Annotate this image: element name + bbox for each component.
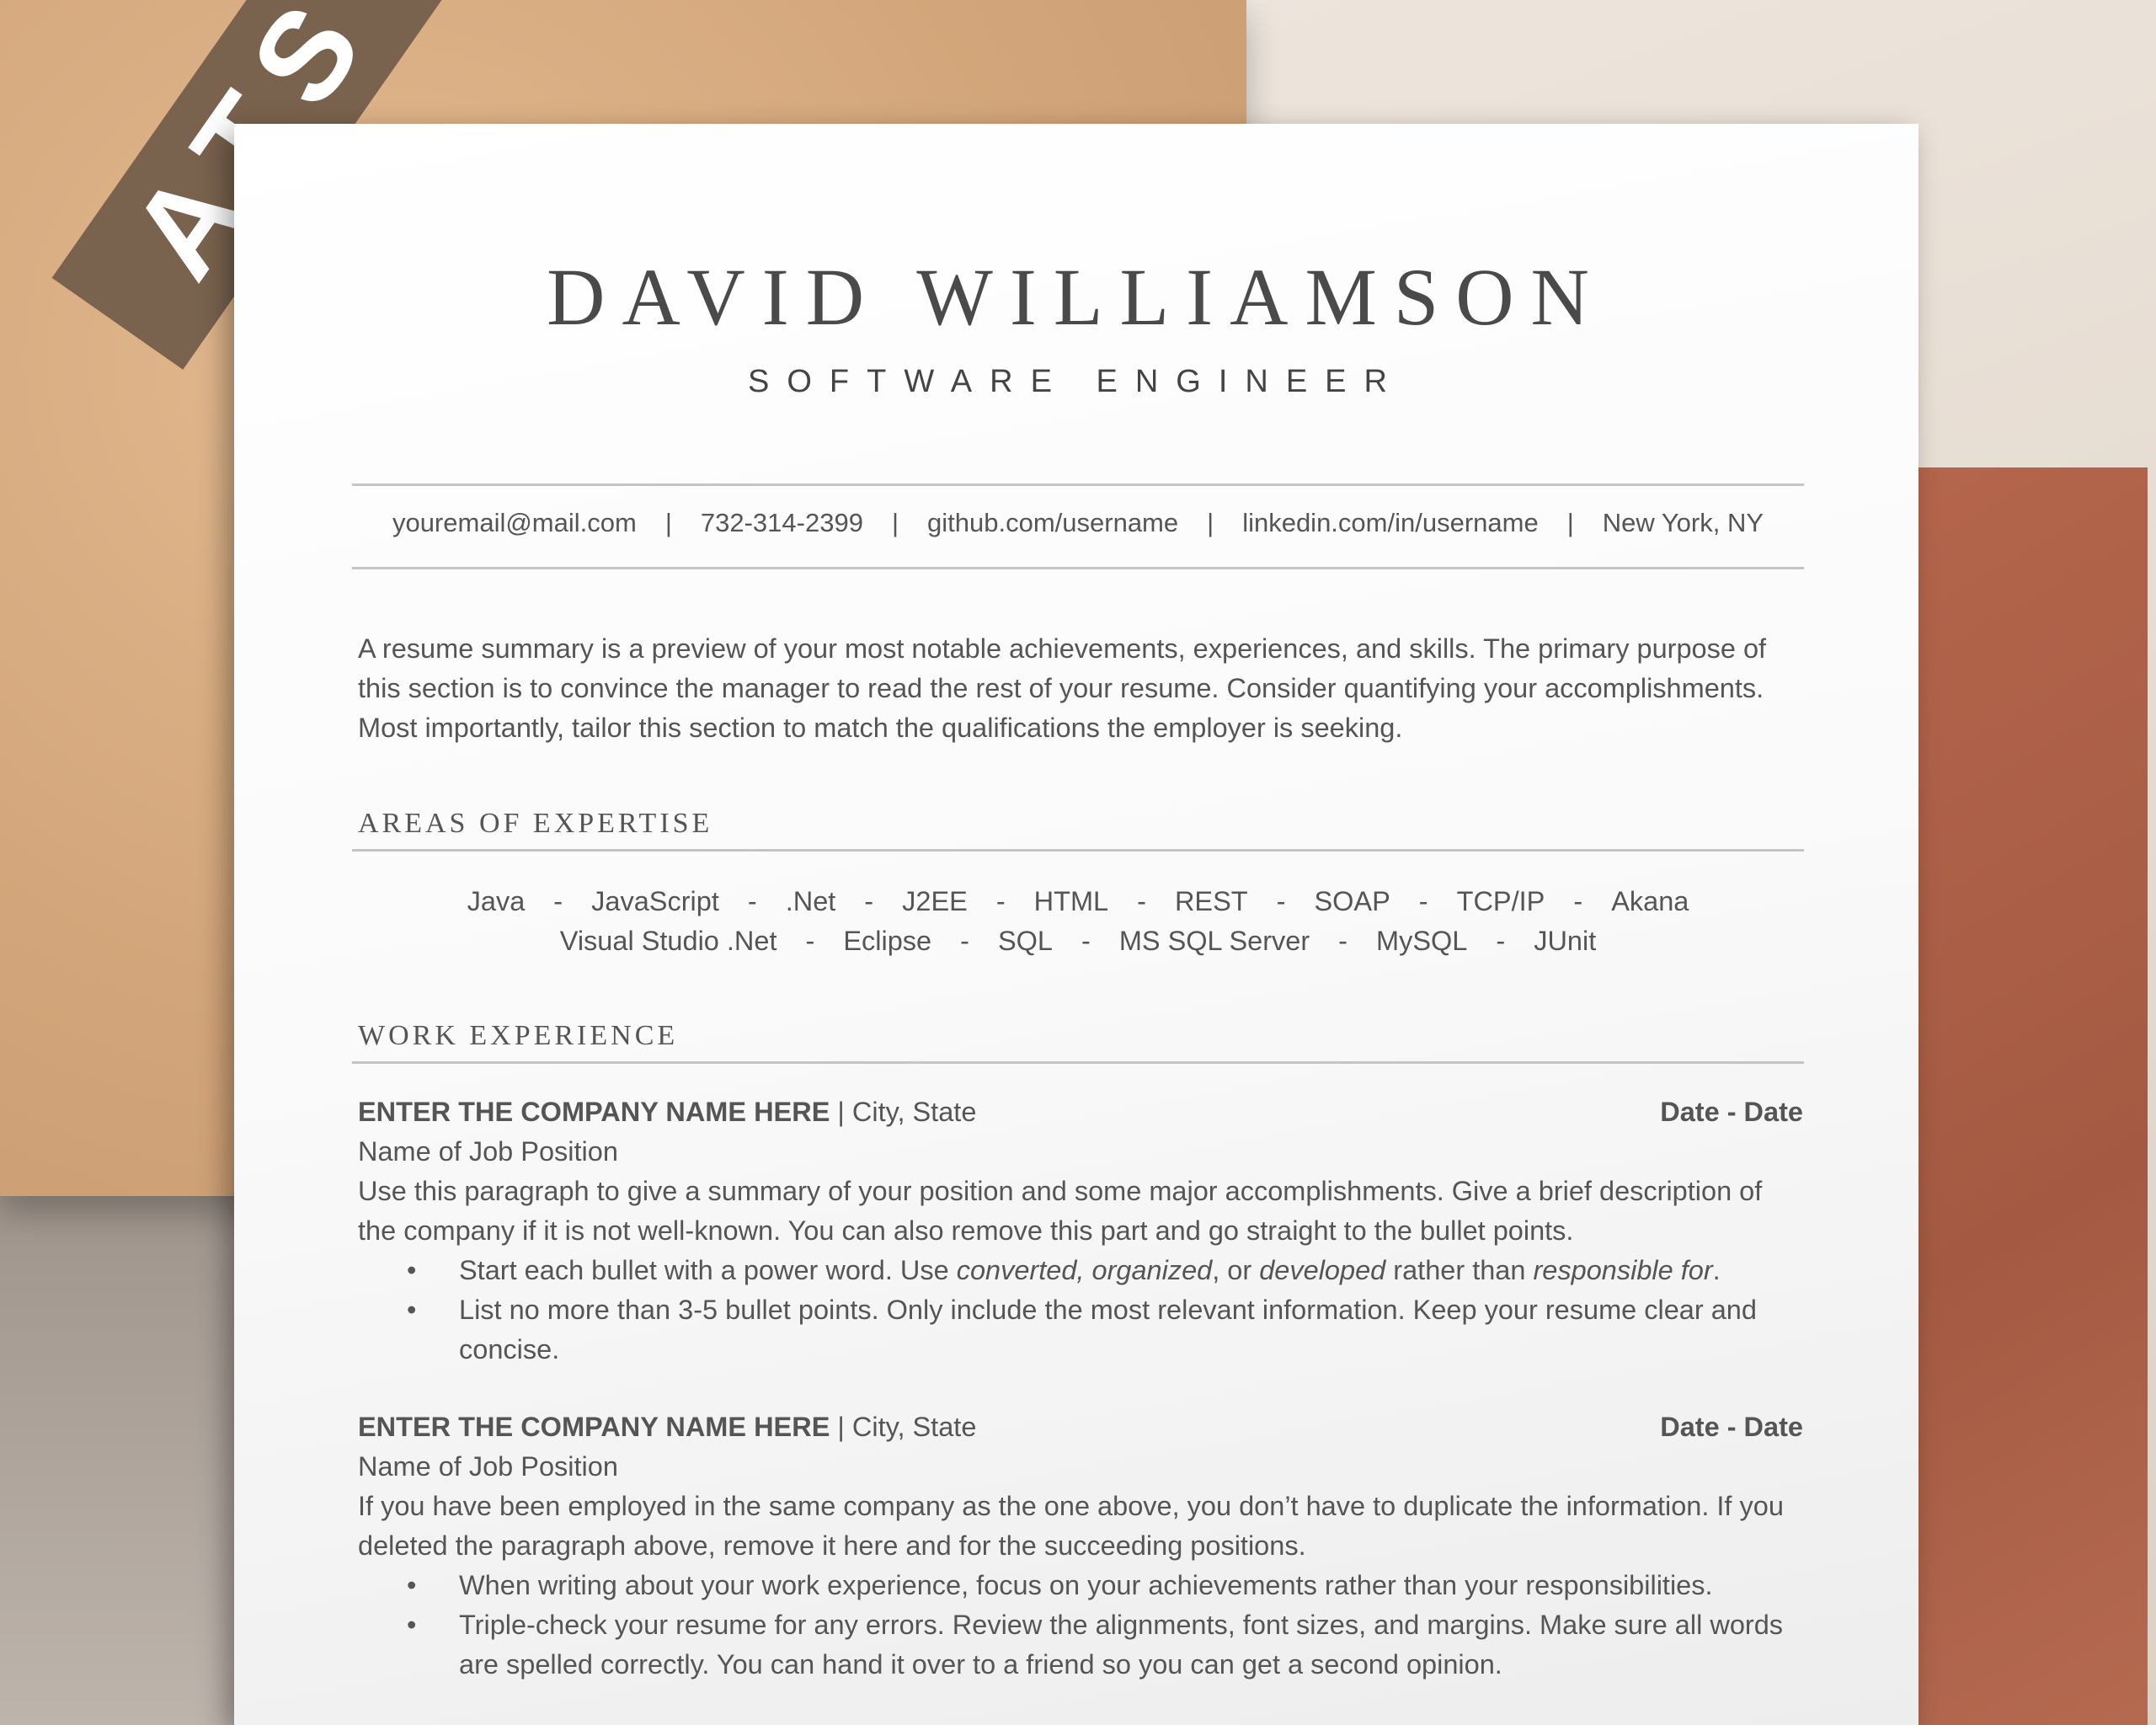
job-position: Name of Job Position bbox=[358, 1451, 618, 1482]
bullet-text: responsible for bbox=[1533, 1255, 1713, 1285]
company-name: ENTER THE COMPANY NAME HERE bbox=[358, 1097, 830, 1127]
separator: - bbox=[864, 886, 874, 916]
job-dates: Date - Date bbox=[1660, 1412, 1803, 1442]
job-header bbox=[358, 1407, 1803, 1447]
skill-item: JUnit bbox=[1534, 926, 1597, 956]
bullet-icon: • bbox=[407, 1570, 417, 1600]
bullet-list bbox=[358, 1566, 1803, 1685]
bullet-text: Start each bullet with a power word. Use bbox=[459, 1255, 957, 1285]
skill-item: SOAP bbox=[1314, 886, 1390, 916]
job-company-line bbox=[358, 1407, 976, 1447]
skill-item: MS SQL Server bbox=[1118, 926, 1310, 956]
job-description: If you have been employed in the same company as the one above, you don’t have to duplicate the information. If you deleted the paragraph above, remove it here and for the succeeding positions. bbox=[358, 1491, 1784, 1561]
skills-row bbox=[352, 882, 1804, 921]
bullet-list bbox=[358, 1251, 1803, 1370]
separator: - bbox=[805, 926, 815, 956]
job-header bbox=[358, 1092, 1803, 1132]
skills-row bbox=[352, 921, 1804, 961]
bullet-item bbox=[358, 1605, 1803, 1685]
bullet-icon: • bbox=[407, 1295, 417, 1325]
contact-bar bbox=[352, 508, 1804, 538]
job-dates: Date - Date bbox=[1660, 1097, 1803, 1127]
job-entry bbox=[358, 1407, 1803, 1685]
separator: - bbox=[1276, 886, 1286, 916]
job-description: Use this paragraph to give a summary of your position and some major accomplishments. Give a brief description of the company if it is not well-known. You can also remove this part and go straight to the bullet points. bbox=[358, 1176, 1763, 1246]
separator: - bbox=[1418, 886, 1428, 916]
phone: 732-314-2399 bbox=[700, 508, 863, 537]
bullet-icon: • bbox=[407, 1255, 417, 1285]
expertise-heading: AREAS OF EXPERTISE bbox=[358, 808, 713, 839]
experience-heading: WORK EXPERIENCE bbox=[358, 1020, 679, 1051]
separator: | bbox=[1207, 508, 1214, 537]
skill-item: .Net bbox=[785, 886, 836, 916]
separator: | bbox=[664, 508, 672, 537]
skill-item: HTML bbox=[1033, 886, 1109, 916]
bullet-item bbox=[358, 1251, 1803, 1290]
job-location: City, State bbox=[851, 1097, 977, 1127]
bullet-text: When writing about your work experience, focus on your achievements rather than your responsibilities. bbox=[459, 1570, 1713, 1600]
skill-item: MySQL bbox=[1376, 926, 1468, 956]
bullet-text: , or bbox=[1212, 1255, 1260, 1285]
candidate-name: DAVID WILLIAMSON bbox=[547, 252, 1606, 342]
skill-item: Java bbox=[467, 886, 526, 916]
separator: | bbox=[837, 1097, 845, 1127]
separator: | bbox=[891, 508, 899, 537]
github: github.com/username bbox=[927, 508, 1179, 537]
bullet-icon: • bbox=[407, 1610, 417, 1640]
company-name: ENTER THE COMPANY NAME HERE bbox=[358, 1412, 830, 1442]
bullet-text: developed bbox=[1259, 1255, 1386, 1285]
bullet-text: rather than bbox=[1385, 1255, 1534, 1285]
separator: | bbox=[1566, 508, 1574, 537]
job-title: SOFTWARE ENGINEER bbox=[748, 364, 1405, 399]
job-company-line bbox=[358, 1092, 976, 1132]
bullet-text: . bbox=[1712, 1255, 1721, 1285]
summary: A resume summary is a preview of your most notable achievements, experiences, and skills. The primary purpose of this section is to convince the manager to read the rest of your resume. Consider quantifying your accomplishments. Most importantly, tailor this section to match the qualifications the employer is seeking. bbox=[358, 633, 1767, 743]
separator: - bbox=[960, 926, 969, 956]
job-entry bbox=[358, 1092, 1803, 1370]
separator: - bbox=[1496, 926, 1506, 956]
skill-item: Akana bbox=[1611, 886, 1689, 916]
bullet-text: converted, organized bbox=[956, 1255, 1213, 1285]
divider bbox=[352, 1061, 1804, 1064]
email: youremail@mail.com bbox=[392, 508, 637, 537]
separator: - bbox=[995, 886, 1006, 916]
skills-list bbox=[352, 882, 1804, 961]
skill-item: J2EE bbox=[902, 886, 968, 916]
divider bbox=[352, 567, 1804, 569]
job-location: City, State bbox=[851, 1412, 977, 1442]
separator: - bbox=[1137, 886, 1146, 916]
divider bbox=[352, 483, 1804, 486]
bullet-item bbox=[358, 1290, 1803, 1370]
skill-item: REST bbox=[1174, 886, 1248, 916]
separator: - bbox=[1573, 886, 1583, 916]
skill-item: Eclipse bbox=[843, 926, 932, 956]
job-position: Name of Job Position bbox=[358, 1136, 618, 1167]
skill-item: JavaScript bbox=[591, 886, 719, 916]
skill-item: TCP/IP bbox=[1456, 886, 1545, 916]
bullet-item bbox=[358, 1566, 1803, 1605]
bullet-text: Triple-check your resume for any errors. Review the alignments, font sizes, and margins. Make sure all words are spelled correctly. You can hand it over to a friend so you can get a second opinion. bbox=[459, 1610, 1784, 1680]
separator: | bbox=[837, 1412, 845, 1442]
separator: - bbox=[747, 886, 757, 916]
linkedin: linkedin.com/in/username bbox=[1242, 508, 1539, 537]
divider bbox=[352, 849, 1804, 852]
separator: - bbox=[1338, 926, 1348, 956]
skill-item: SQL bbox=[997, 926, 1053, 956]
separator: - bbox=[553, 886, 563, 916]
separator: - bbox=[1081, 926, 1091, 956]
skill-item: Visual Studio .Net bbox=[559, 926, 777, 956]
resume-page bbox=[234, 124, 1919, 1725]
location: New York, NY bbox=[1602, 508, 1764, 537]
bullet-text: List no more than 3-5 bullet points. Only include the most relevant information. Keep your resume clear and concise. bbox=[459, 1295, 1757, 1365]
